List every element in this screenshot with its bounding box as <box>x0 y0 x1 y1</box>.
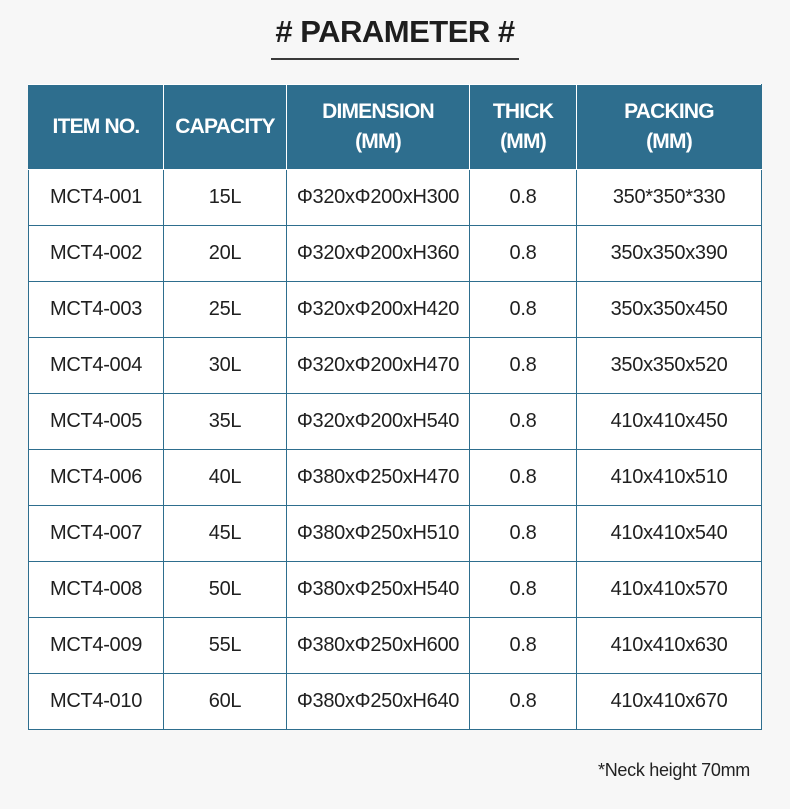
cell-packing: 350x350x450 <box>577 282 762 338</box>
table-row <box>29 618 762 674</box>
cell-dimension: Φ320xΦ200xH420 <box>287 282 470 338</box>
cell-thick: 0.8 <box>470 562 577 618</box>
table-row <box>29 450 762 506</box>
cell-capacity: 50L <box>164 562 287 618</box>
header-unit: (MM) <box>355 130 401 153</box>
header-unit: (MM) <box>646 130 692 153</box>
table-row <box>29 226 762 282</box>
cell-item-no: MCT4-009 <box>29 618 164 674</box>
cell-capacity: 20L <box>164 226 287 282</box>
header-label: ITEM NO. <box>52 115 140 138</box>
cell-item-no: MCT4-003 <box>29 282 164 338</box>
cell-packing: 410x410x670 <box>577 674 762 730</box>
cell-dimension: Φ380xΦ250xH540 <box>287 562 470 618</box>
cell-capacity: 30L <box>164 338 287 394</box>
cell-item-no: MCT4-008 <box>29 562 164 618</box>
cell-dimension: Φ380xΦ250xH640 <box>287 674 470 730</box>
cell-dimension: Φ380xΦ250xH510 <box>287 506 470 562</box>
cell-thick: 0.8 <box>470 394 577 450</box>
cell-dimension: Φ320xΦ200xH540 <box>287 394 470 450</box>
cell-packing: 410x410x570 <box>577 562 762 618</box>
cell-dimension: Φ320xΦ200xH470 <box>287 338 470 394</box>
table-row <box>29 170 762 226</box>
cell-capacity: 55L <box>164 618 287 674</box>
parameter-table <box>28 84 762 730</box>
header-unit: (MM) <box>500 130 546 153</box>
cell-capacity: 35L <box>164 394 287 450</box>
cell-item-no: MCT4-007 <box>29 506 164 562</box>
cell-capacity: 15L <box>164 170 287 226</box>
cell-item-no: MCT4-002 <box>29 226 164 282</box>
table-row <box>29 562 762 618</box>
header-label: DIMENSION <box>322 100 434 123</box>
cell-capacity: 40L <box>164 450 287 506</box>
cell-capacity: 45L <box>164 506 287 562</box>
footnote: *Neck height 70mm <box>598 760 750 780</box>
header-capacity <box>164 85 287 170</box>
header-label: THICK <box>492 100 554 123</box>
cell-thick: 0.8 <box>470 282 577 338</box>
cell-thick: 0.8 <box>470 506 577 562</box>
cell-item-no: MCT4-004 <box>29 338 164 394</box>
cell-thick: 0.8 <box>470 338 577 394</box>
header-label: CAPACITY <box>175 115 275 138</box>
cell-capacity: 60L <box>164 674 287 730</box>
cell-packing: 410x410x510 <box>577 450 762 506</box>
table-header-row <box>29 85 762 170</box>
table-row <box>29 338 762 394</box>
cell-item-no: MCT4-010 <box>29 674 164 730</box>
cell-dimension: Φ380xΦ250xH600 <box>287 618 470 674</box>
cell-item-no: MCT4-001 <box>29 170 164 226</box>
header-dimension <box>287 85 470 170</box>
cell-dimension: Φ320xΦ200xH360 <box>287 226 470 282</box>
cell-thick: 0.8 <box>470 674 577 730</box>
cell-packing: 350*350*330 <box>577 170 762 226</box>
cell-dimension: Φ380xΦ250xH470 <box>287 450 470 506</box>
cell-thick: 0.8 <box>470 450 577 506</box>
title-container <box>0 14 790 60</box>
cell-thick: 0.8 <box>470 618 577 674</box>
cell-dimension: Φ320xΦ200xH300 <box>287 170 470 226</box>
cell-item-no: MCT4-006 <box>29 450 164 506</box>
cell-packing: 410x410x630 <box>577 618 762 674</box>
table-row <box>29 674 762 730</box>
cell-capacity: 25L <box>164 282 287 338</box>
cell-packing: 350x350x520 <box>577 338 762 394</box>
cell-thick: 0.8 <box>470 226 577 282</box>
page-title: # PARAMETER # <box>271 14 518 60</box>
table-row <box>29 506 762 562</box>
cell-packing: 410x410x540 <box>577 506 762 562</box>
header-label: PACKING <box>624 100 714 123</box>
cell-packing: 410x410x450 <box>577 394 762 450</box>
cell-item-no: MCT4-005 <box>29 394 164 450</box>
table-row <box>29 394 762 450</box>
header-item-no <box>29 85 164 170</box>
header-packing <box>577 85 762 170</box>
cell-thick: 0.8 <box>470 170 577 226</box>
cell-packing: 350x350x390 <box>577 226 762 282</box>
table-row <box>29 282 762 338</box>
header-thick <box>470 85 577 170</box>
